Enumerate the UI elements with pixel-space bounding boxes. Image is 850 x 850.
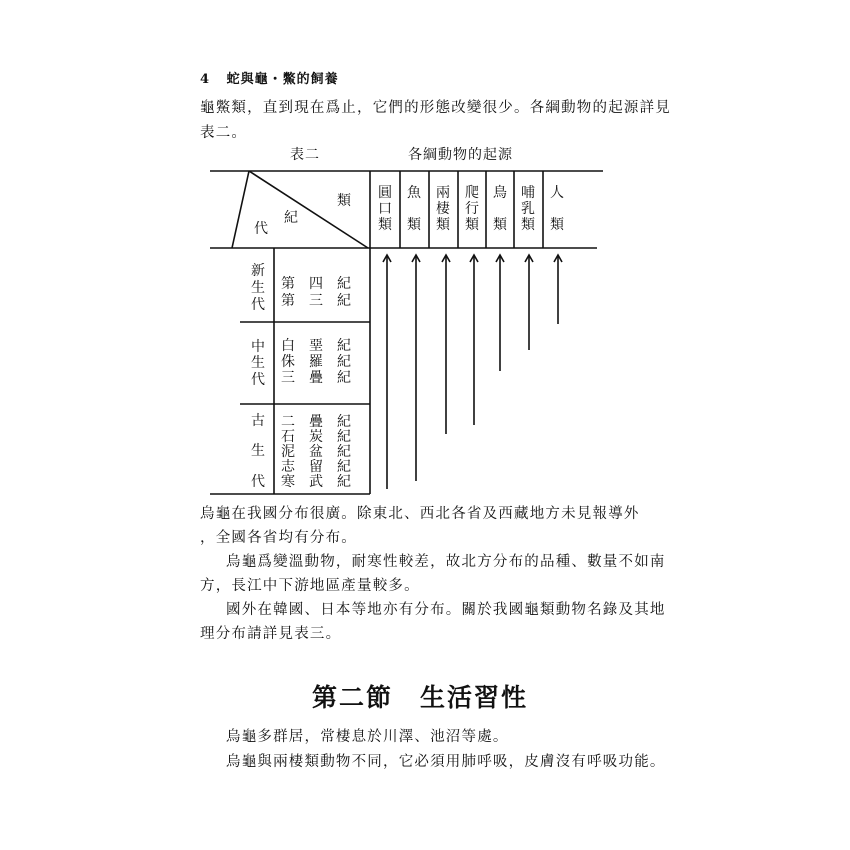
period-label-char: 第 <box>281 276 295 292</box>
period-label-char: 二 <box>281 414 295 430</box>
period-label-char: 堊 <box>309 338 323 354</box>
period-label-char: 紀 <box>337 354 351 370</box>
table-caption-title: 各綱動物的起源 <box>408 147 513 163</box>
period-label-char: 紀 <box>337 338 351 354</box>
column-header-char: 圓 <box>378 185 392 201</box>
period-label-char: 白 <box>281 338 295 354</box>
corner-label-period: 紀 <box>284 210 298 226</box>
origin-arrow <box>442 255 450 434</box>
page-number: 4 <box>200 72 211 87</box>
era-label-char: 中 <box>251 339 265 355</box>
para-1-line-1: 烏龜在我國分布很廣。除東北、西北各省及西藏地方未見報導外 <box>200 506 640 522</box>
era-label-char: 生 <box>251 443 265 459</box>
origin-arrow <box>554 255 562 324</box>
para-3-line-2: 理分布請詳見表三。 <box>200 626 342 642</box>
period-label-char: 志 <box>281 459 295 475</box>
period-label-char: 三 <box>281 370 295 386</box>
column-header-char: 鳥 <box>493 185 507 201</box>
para-2-line-2: 方，長江中下游地區產量較多。 <box>200 578 420 594</box>
period-label-char: 炭 <box>309 429 323 445</box>
section-line-1: 烏龜多群居，常棲息於川澤、池沼等處。 <box>226 729 509 745</box>
column-header-char: 類 <box>378 217 392 233</box>
era-label-char: 代 <box>251 474 265 490</box>
period-label-char: 紀 <box>337 444 351 460</box>
column-header-char: 魚 <box>407 185 421 201</box>
section-heading: 第二節 生活習性 <box>312 683 529 712</box>
column-header-char: 棲 <box>436 201 450 217</box>
period-label-char: 羅 <box>309 354 323 370</box>
intro-line-2: 表二。 <box>200 125 248 141</box>
para-2-line-1: 烏龜爲變溫動物，耐寒性較差，故北方分布的品種、數量不如南 <box>226 554 666 570</box>
column-header-char: 爬 <box>465 185 479 201</box>
table-caption-label: 表二 <box>290 147 320 163</box>
origin-arrow <box>383 255 391 489</box>
intro-line-1: 龜鱉類，直到現在爲止，它們的形態改變很少。各綱動物的起源詳見 <box>200 100 671 116</box>
running-title: 蛇與龜・鱉的飼養 <box>226 72 339 87</box>
origin-arrow <box>496 255 504 371</box>
period-label-char: 侏 <box>281 354 295 370</box>
column-header-char: 類 <box>550 217 564 233</box>
column-header-char: 行 <box>465 201 479 217</box>
period-label-char: 三 <box>309 293 323 309</box>
period-label-char: 寒 <box>281 474 295 490</box>
para-3-line-1: 國外在韓國、日本等地亦有分布。關於我國龜類動物名錄及其地 <box>226 602 666 618</box>
column-header-char: 口 <box>378 201 392 217</box>
period-label-char: 武 <box>309 474 323 490</box>
corner-diagonal-2 <box>232 171 249 248</box>
period-label-char: 紀 <box>337 474 351 490</box>
column-header-char: 哺 <box>521 185 535 201</box>
era-label-char: 古 <box>251 413 265 429</box>
column-header-char: 類 <box>436 217 450 233</box>
origin-arrow <box>470 255 478 425</box>
column-header-char: 類 <box>521 217 535 233</box>
period-label-char: 留 <box>309 459 323 475</box>
period-label-char: 紀 <box>337 459 351 475</box>
column-header-char: 類 <box>407 217 421 233</box>
era-label-char: 代 <box>251 297 265 313</box>
origin-arrow <box>525 255 533 350</box>
para-1-line-2: ，全國各省均有分布。 <box>200 530 357 546</box>
corner-label-class: 類 <box>337 193 351 209</box>
column-header-char: 人 <box>550 185 564 201</box>
column-header-char: 類 <box>465 217 479 233</box>
era-label-char: 生 <box>251 280 265 296</box>
period-label-char: 紀 <box>337 276 351 292</box>
period-label-char: 第 <box>281 293 295 309</box>
period-label-char: 紀 <box>337 429 351 445</box>
period-label-char: 紀 <box>337 293 351 309</box>
era-label-char: 代 <box>251 372 265 388</box>
origin-arrow <box>412 255 420 481</box>
period-label-char: 紀 <box>337 414 351 430</box>
column-header-char: 兩 <box>436 185 450 201</box>
column-header-char: 類 <box>493 217 507 233</box>
period-label-char: 盆 <box>309 444 323 460</box>
period-label-char: 疊 <box>309 370 323 386</box>
period-label-char: 石 <box>281 429 295 445</box>
period-label-char: 紀 <box>337 370 351 386</box>
column-header-char: 乳 <box>521 201 535 217</box>
era-label-char: 生 <box>251 355 265 371</box>
period-label-char: 泥 <box>281 444 295 460</box>
corner-label-era: 代 <box>254 221 268 237</box>
section-line-2: 烏龜與兩棲類動物不同，它必須用肺呼吸，皮膚沒有呼吸功能。 <box>226 754 666 770</box>
period-label-char: 四 <box>309 276 323 292</box>
period-label-char: 疊 <box>309 414 323 430</box>
era-label-char: 新 <box>251 263 265 279</box>
